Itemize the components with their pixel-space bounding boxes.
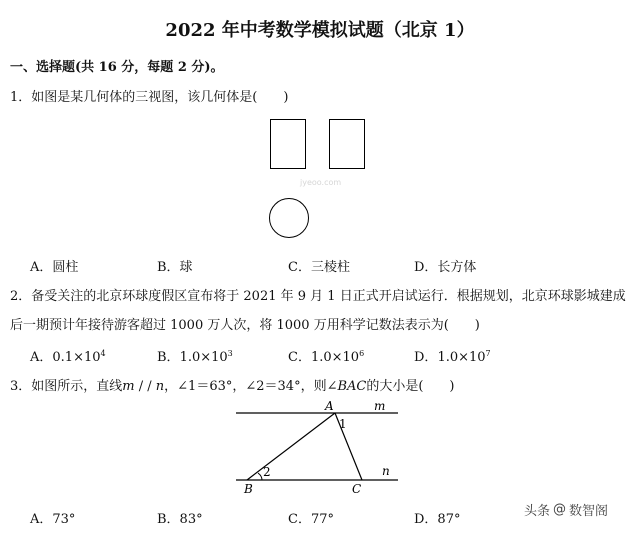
q1-option-a: A．圆柱 (30, 260, 79, 275)
q1-option-d: D．长方体 (414, 260, 477, 275)
watermark-at: @ (553, 502, 567, 517)
angle-2-arc (258, 473, 262, 480)
label-angle-1: 1 (339, 417, 347, 431)
question-3-stem: 3．如图所示，直线m / / n，∠1＝63°，∠2＝34°，则∠BAC的大小是( ) (10, 379, 455, 394)
q3-option-c: C．77° (288, 512, 334, 527)
q1-option-c: C．三棱柱 (288, 260, 350, 275)
watermark-name: 数智阁 (569, 504, 609, 519)
question-2-line-2: 后一期预计年接待游客超过 1000 万人次，将 1000 万用科学记数法表示为( ) (10, 318, 480, 333)
q2-option-d: D．$1.0\times 10^7$ (414, 349, 491, 365)
watermark-prefix: 头条 (524, 504, 551, 519)
segment-ab (247, 413, 335, 480)
question-2-line-1: 2．备受关注的北京环球度假区宣布将于 2021 年 9 月 1 日正式开启试运行．根据规划，北京环球影城建成 (10, 289, 626, 304)
q2-option-a: A．$0.1\times 10^4$ (30, 349, 106, 365)
label-angle-2: 2 (263, 465, 271, 479)
q3-option-d: D．87° (414, 512, 461, 527)
q1-option-b: B．球 (157, 260, 193, 275)
section-heading: 一、选择题(共 16 分，每题 2 分)。 (10, 60, 224, 75)
question-1-stem: 1．如图是某几何体的三视图，该几何体是( ) (10, 90, 289, 105)
label-n: n (382, 464, 390, 478)
q2-option-b: B．$1.0\times 10^3$ (157, 349, 233, 365)
label-c: C (352, 482, 362, 496)
q2-option-c: C．$1.0\times 10^6$ (288, 349, 365, 365)
page-title: 2022 年中考数学模拟试题（北京 1） (165, 20, 475, 41)
q3-option-a: A．73° (30, 512, 76, 527)
q3-option-b: B．83° (157, 512, 203, 527)
label-a: A (325, 399, 334, 413)
label-m: m (374, 399, 386, 413)
label-b: B (244, 482, 253, 496)
figure-watermark: jyeoo.com (300, 178, 342, 187)
source-watermark (524, 500, 608, 519)
